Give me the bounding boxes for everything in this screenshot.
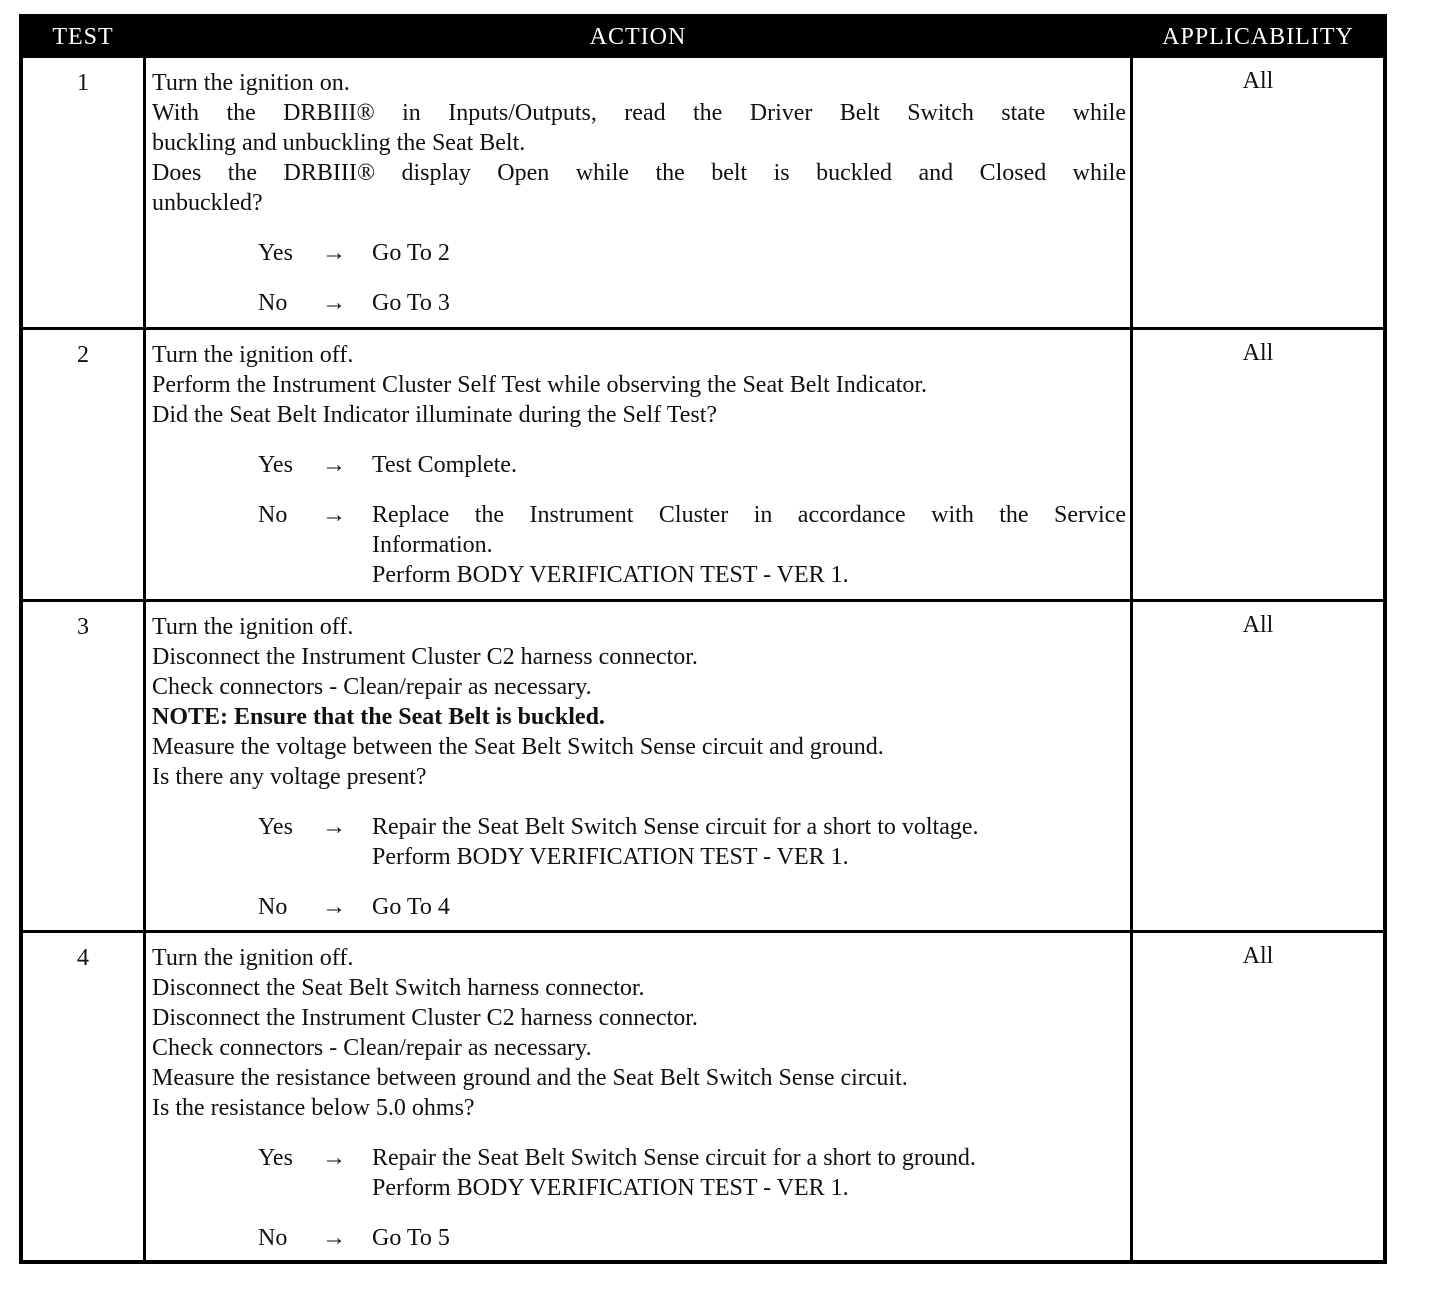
answer-label: No [258,502,288,528]
step-line: Turn the ignition on. [152,70,350,96]
applicability-value: All [1242,943,1274,969]
outcome-no [152,1223,1126,1253]
header-action: ACTION [589,24,687,50]
test-number: 1 [77,70,89,96]
outcome-yes [152,238,1126,268]
step-line: Disconnect the Instrument Cluster C2 harness connector. [152,644,698,670]
action-cell [152,68,1126,318]
outcome-result: Go To 2 [372,240,450,266]
arrow-icon: → [322,894,346,920]
step-line: buckling and unbuckling the Seat Belt. [152,130,526,156]
outcome-result: Test Complete. [372,452,517,478]
outcome-result [372,1143,1126,1203]
answer-label: Yes [258,240,293,266]
step-line: With the DRBIII® in Inputs/Outputs, read the Driver Belt Switch state while [152,100,1126,126]
answer-label: Yes [258,452,293,478]
step-line: unbuckled? [152,190,263,216]
step-line: Turn the ignition off. [152,342,354,368]
step-line: Is there any voltage present? [152,764,427,790]
outcome-no [152,892,1126,922]
outcome-yes [152,1143,1126,1203]
step-line: Disconnect the Instrument Cluster C2 harness connector. [152,1005,698,1031]
step-line: Turn the ignition off. [152,614,354,640]
result-line: Repair the Seat Belt Switch Sense circuit for a short to voltage. [372,814,979,840]
result-line: Perform BODY VERIFICATION TEST - VER 1. [372,562,849,588]
result-line: Information. [372,532,493,558]
result-line: Replace the Instrument Cluster in accordance with the Service [372,502,1126,528]
outcome-no [152,500,1126,590]
arrow-icon: → [322,290,346,316]
step-line: Does the DRBIII® display Open while the belt is buckled and Closed while [152,160,1126,186]
table-row-2 [23,330,1383,602]
header-applicability: APPLICABILITY [1162,24,1354,50]
step-line: Check connectors - Clean/repair as necessary. [152,1035,592,1061]
applicability-value: All [1242,612,1274,638]
answer-label: No [258,894,288,920]
answer-label: Yes [258,814,293,840]
column-divider [1130,58,1133,1260]
outcome-result: Go To 4 [372,894,450,920]
diagnostic-table [19,14,1387,1264]
outcome-yes [152,812,1126,872]
arrow-icon: → [322,1225,346,1251]
applicability-value: All [1242,68,1274,94]
step-line: Is the resistance below 5.0 ohms? [152,1095,475,1121]
outcome-no [152,288,1126,318]
test-number: 2 [77,342,89,368]
step-line: Measure the voltage between the Seat Belt Switch Sense circuit and ground. [152,734,884,760]
result-line: Perform BODY VERIFICATION TEST - VER 1. [372,844,849,870]
outcome-result: Go To 5 [372,1225,450,1251]
answer-label: No [258,1225,288,1251]
step-line: Did the Seat Belt Indicator illuminate during the Self Test? [152,402,718,428]
step-line: Measure the resistance between ground and the Seat Belt Switch Sense circuit. [152,1065,908,1091]
result-line: Repair the Seat Belt Switch Sense circuit for a short to ground. [372,1145,976,1171]
outcome-result [372,812,1126,872]
outcome-yes [152,450,1126,480]
test-number: 4 [77,945,89,971]
table-row-3 [23,602,1383,933]
table-row-1 [23,58,1383,330]
outcome-result: Go To 3 [372,290,450,316]
arrow-icon: → [322,240,346,266]
step-line: Turn the ignition off. [152,945,354,971]
test-number: 3 [77,614,89,640]
arrow-icon: → [322,452,346,478]
note-line: NOTE: Ensure that the Seat Belt is buckled. [152,704,605,730]
header-test: TEST [52,24,114,50]
action-cell [152,340,1126,590]
step-line: Check connectors - Clean/repair as necessary. [152,674,592,700]
arrow-icon: → [322,1145,346,1171]
step-line: Perform the Instrument Cluster Self Test while observing the Seat Belt Indicator. [152,372,928,398]
answer-label: No [258,290,288,316]
table-header [23,18,1383,58]
outcome-result [372,500,1126,590]
arrow-icon: → [322,814,346,840]
table-row-4 [23,933,1383,1260]
step-line: Disconnect the Seat Belt Switch harness connector. [152,975,645,1001]
result-line: Perform BODY VERIFICATION TEST - VER 1. [372,1175,849,1201]
action-cell [152,612,1126,922]
action-cell [152,943,1126,1253]
applicability-value: All [1242,340,1274,366]
column-divider [143,58,146,1260]
arrow-icon: → [322,502,346,528]
answer-label: Yes [258,1145,293,1171]
